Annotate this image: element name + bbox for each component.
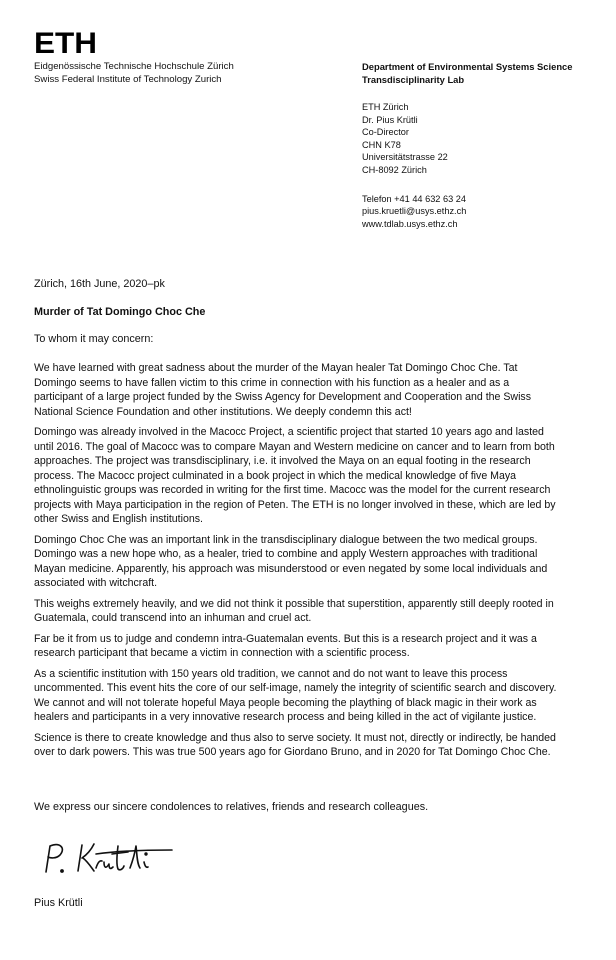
sender-contact [362, 193, 466, 230]
closing-line: We express our sincere condolences to relatives, friends and research colleagues. [34, 801, 429, 813]
body-line: other Swiss and English institutions. [34, 513, 203, 525]
letter-subject: Murder of Tat Domingo Choc Che [34, 306, 206, 318]
lab-name: Transdisciplinarity Lab [362, 73, 465, 85]
sender-address [362, 101, 448, 177]
letter-body [34, 361, 594, 766]
body-line: projects with Maya participation in the region of Peten. The ETH is no longer involved in these, which are led by [34, 498, 556, 511]
phone-number: Telefon +41 44 632 63 24 [362, 194, 466, 204]
dateline: Zürich, 16th June, 2020–pk [34, 278, 165, 290]
address-line: CH-8092 Zürich [362, 164, 427, 175]
body-line: ethnolinguistic groups was recorded in writing for the first time. Macocc was the model for the current research [34, 484, 551, 496]
body-line: research participant that became a victim in connection with a scientific process. [34, 647, 410, 659]
body-line: Domingo seems to have fallen victim to this crime in connection with his function as a healer and as a [34, 376, 510, 389]
institution-name-en: Swiss Federal Institute of Technology Zurich [34, 73, 222, 85]
website-url: www.tdlab.usys.ethz.ch [362, 218, 458, 229]
body-paragraph [34, 425, 594, 527]
email-address: pius.kruetli@usys.ethz.ch [362, 206, 467, 217]
body-line: over to dark powers. This was true 500 years ago for Giordano Bruno, and in 2020 for Tat Domingo Choc Che. [34, 746, 551, 758]
body-line: Science is there to create knowledge and thus also to serve society. It must not, directly or indirectly, be handed [34, 731, 556, 744]
body-line: process. The Macocc project culminated in a book project in which the medical knowledge of five Maya [34, 469, 517, 482]
body-line: Guatemala, could transcend into an inhuman and cruel act. [34, 612, 312, 624]
address-line: CHN K78 [362, 139, 401, 150]
body-line: As a scientific institution with 150 years old tradition, we cannot and do not want to leave this process [34, 667, 508, 680]
body-paragraph [34, 597, 594, 626]
signer-name: Pius Krütli [34, 897, 83, 909]
body-line: Mayan medicine. Apparently, his approach was misunderstood or even negated by some local individuals and [34, 562, 548, 575]
address-line: Co-Director [362, 127, 409, 138]
body-line: until 2016. The goal of Macocc was to compare Mayan and Western medicine on cancer and to learn from both [34, 440, 555, 453]
body-line: We have learned with great sadness about the murder of the Mayan healer Tat Domingo Choc Che. Tat [34, 362, 518, 374]
body-line: healers and participants in a very innovative research process and being killed in the act of vigilante justice. [34, 711, 537, 723]
body-line: Far be it from us to judge and condemn intra-Guatemalan events. But this is a research project and it was a [34, 632, 537, 645]
address-line: ETH Zürich [362, 102, 409, 112]
institution-name-de: Eidgenössische Technische Hochschule Zürich [34, 61, 234, 72]
body-line: uncommented. This event hits the core of our self-image, namely the integrity of scientific search and discovery. [34, 682, 557, 694]
body-paragraph [34, 731, 594, 760]
body-line: National Science Foundation and other institutions. We deeply condemn this act! [34, 405, 412, 418]
institution-block [34, 61, 234, 86]
body-line: approaches. The project was transdisciplinary, i.e. it involved the Maya on an equal footing in the research [34, 455, 531, 467]
address-line: Dr. Pius Krütli [362, 114, 418, 125]
body-line: participant of a large project funded by the Swiss Agency for Development and Cooperation and the Swiss [34, 391, 532, 403]
body-paragraph [34, 361, 594, 419]
department-name: Department of Environmental Systems Science [362, 61, 573, 72]
body-paragraph [34, 533, 594, 591]
body-line: associated with witchcraft. [34, 577, 158, 589]
department-block [362, 61, 572, 86]
body-line: Domingo was already involved in the Macocc Project, a scientific project that started 10 years ago and lasted [34, 426, 544, 438]
body-line: This weighs extremely heavily, and we did not think it possible that superstition, apparently still deeply rooted in [34, 597, 554, 610]
salutation: To whom it may concern: [34, 333, 154, 345]
handwritten-signature [38, 838, 178, 878]
body-line: We cannot and will not tolerate hopeful Maya people becoming the plaything of black magic in their work as [34, 696, 537, 709]
body-line: Domingo Choc Che was an important link in the transdisciplinary dialogue between the two medical groups. [34, 533, 538, 546]
body-line: Domingo was a new hope who, as a healer, tried to combine and apply Western approaches with traditional [34, 548, 538, 560]
eth-logo: ETH [34, 27, 97, 60]
body-paragraph [34, 667, 594, 725]
address-line: Universitätstrasse 22 [362, 152, 448, 163]
body-paragraph [34, 632, 594, 661]
